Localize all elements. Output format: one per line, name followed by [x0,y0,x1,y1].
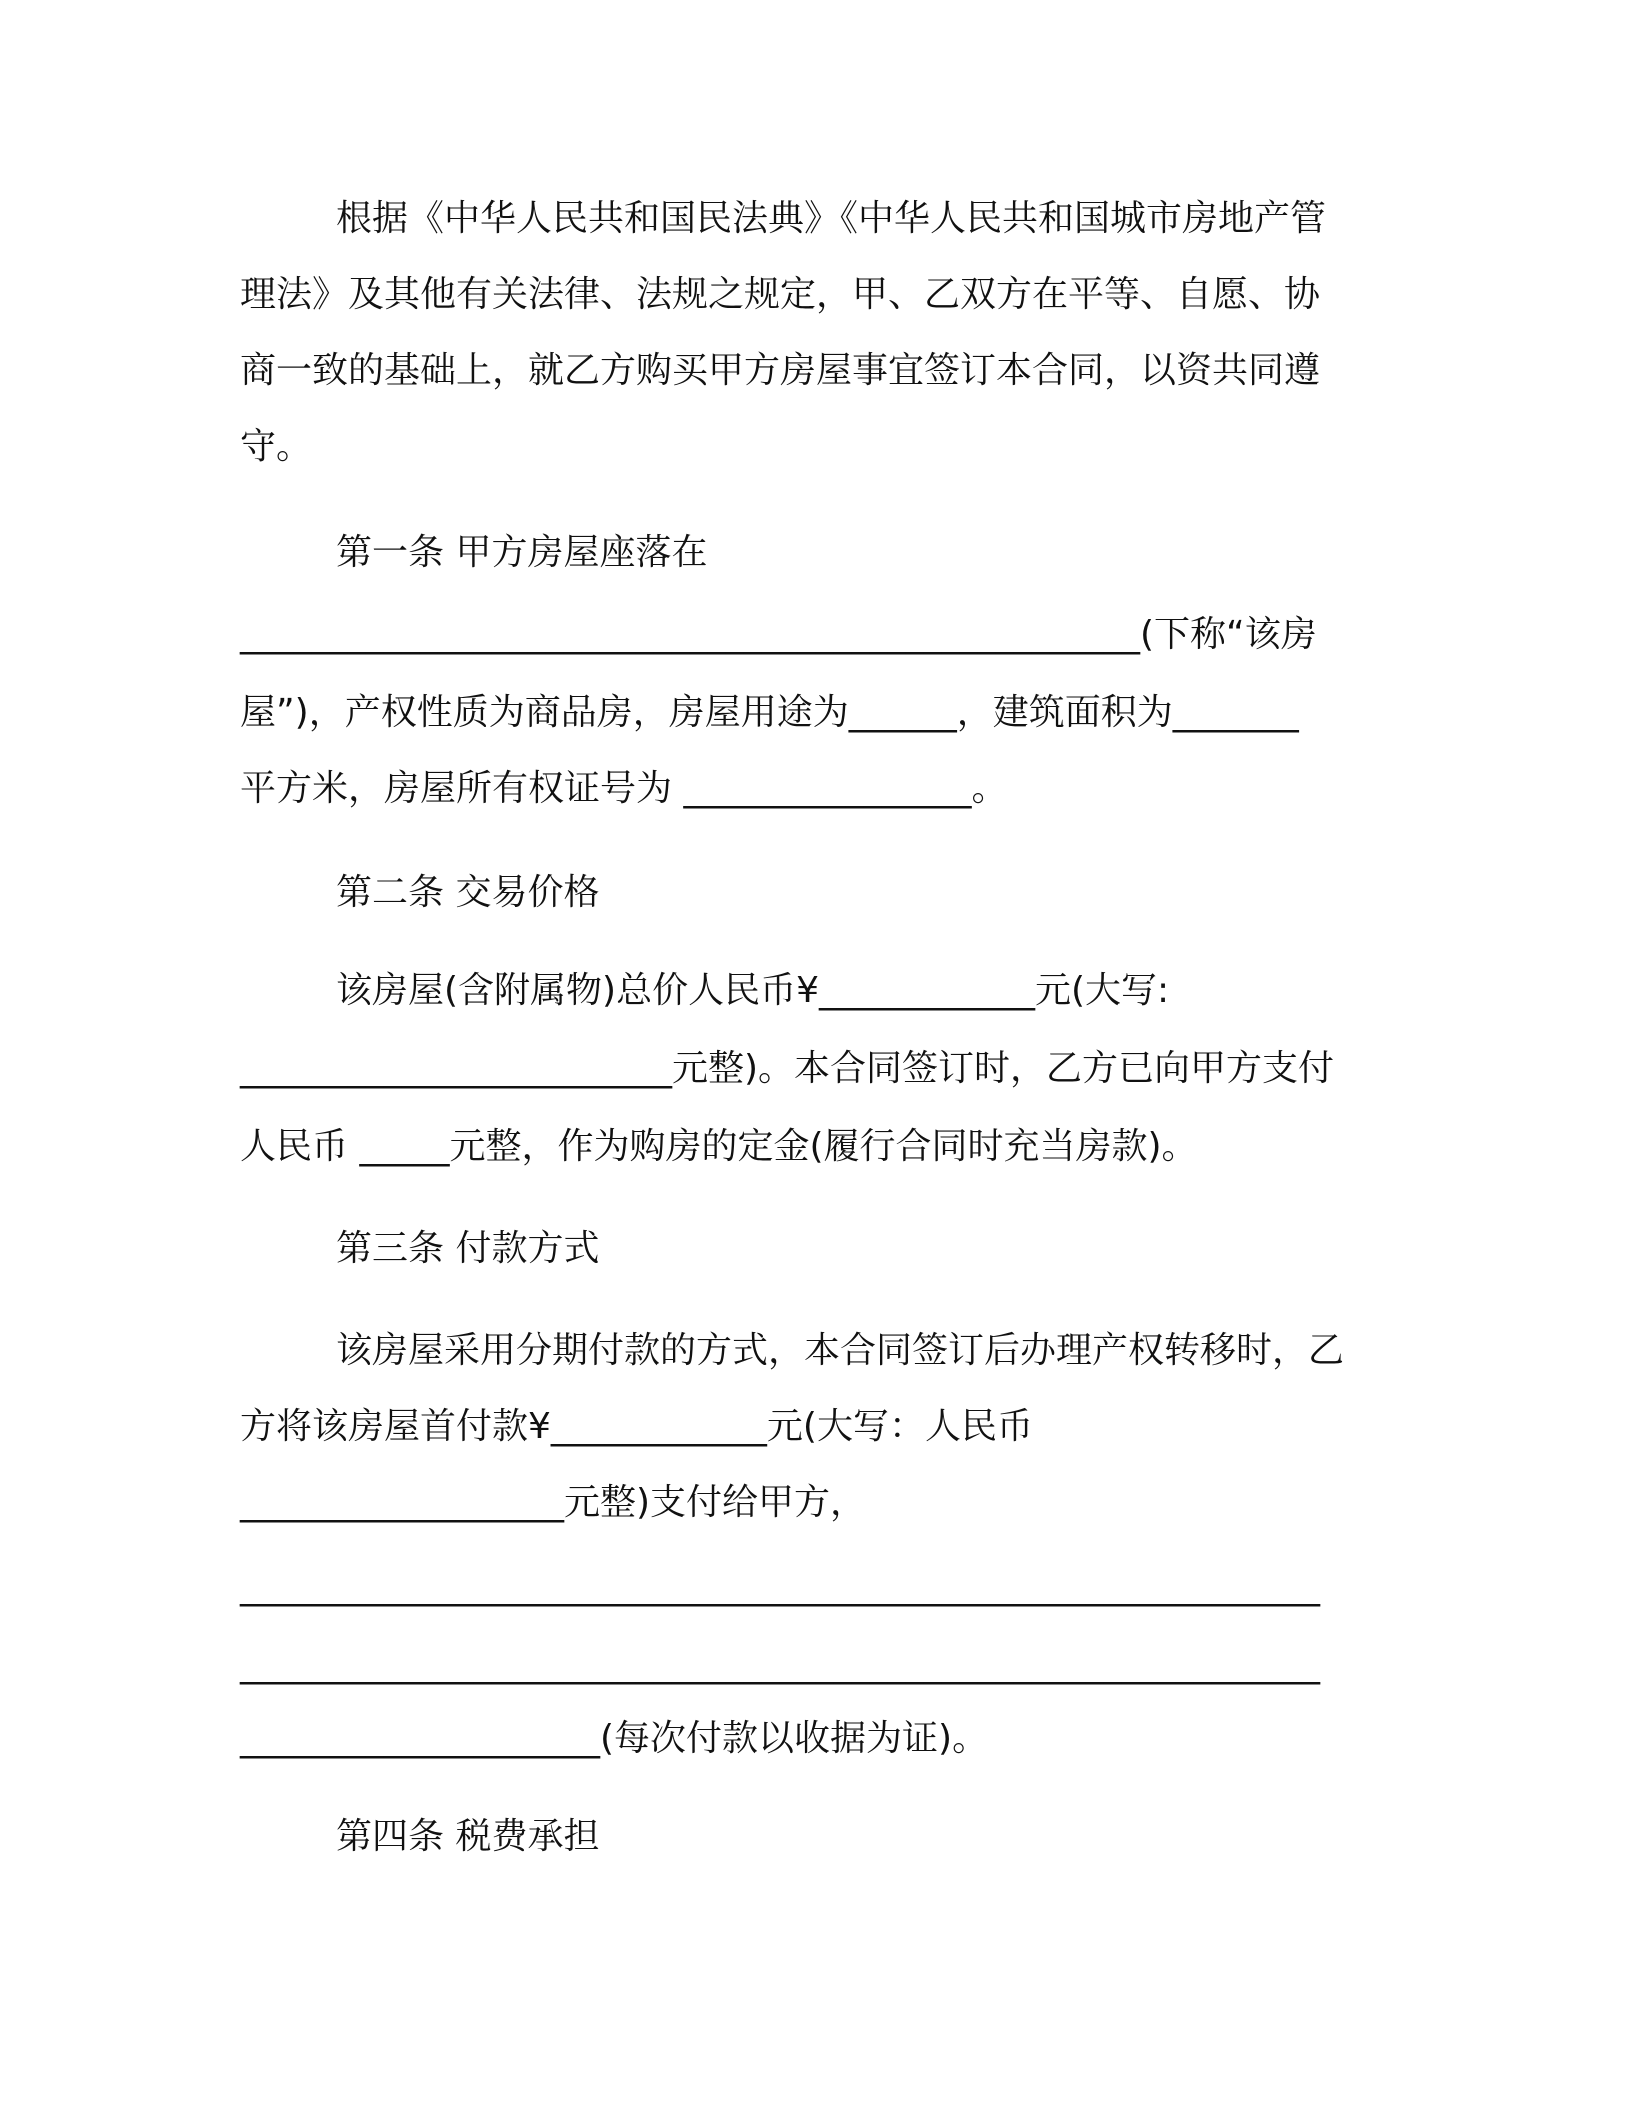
intro-line-1: 根据《中华人民共和国民法典》《中华人民共和国城市房地产管 [336,198,1327,239]
article-3-heading: 第三条 付款方式 [336,1228,600,1269]
article-3-line-2: 方将该房屋首付款¥____________元(大写：人民币 [240,1406,1033,1447]
article-2-line-3: 人民币 _____元整，作为购房的定金(履行合同时充当房款)。 [240,1126,1198,1167]
article-1-line-2: 屋”)，产权性质为商品房，房屋用途为______，建筑面积为_______ [240,692,1299,733]
intro-line-2: 理法》及其他有关法律、法规之规定，甲、乙双方在平等、自愿、协 [240,274,1321,315]
article-2-heading: 第二条 交易价格 [336,872,600,913]
article-1-line-1: __________________________________________________(下称“该房 [240,614,1317,655]
intro-line-4: 守。 [240,426,313,467]
article-1-heading: 第一条 甲方房屋座落在 [336,532,708,573]
article-3-line-4: ____________________________________________________________ [240,1566,1320,1607]
article-4-heading: 第四条 税费承担 [336,1816,600,1857]
article-2-line-1: 该房屋(含附属物)总价人民币¥____________元(大写: [336,970,1170,1011]
intro-line-3: 商一致的基础上，就乙方购买甲方房屋事宜签订本合同，以资共同遵 [240,350,1321,391]
article-3-line-5: ____________________________________________________________ [240,1644,1320,1685]
article-1-line-3: 平方米，房屋所有权证号为 ________________。 [240,768,1008,809]
article-2-line-2: ________________________元整)。本合同签订时，乙方已向甲方支付 [240,1048,1335,1089]
article-3-line-6: ____________________(每次付款以收据为证)。 [240,1718,989,1759]
article-3-line-1: 该房屋采用分期付款的方式，本合同签订后办理产权转移时，乙 [336,1330,1345,1371]
article-3-line-3: __________________元整)支付给甲方， [240,1482,867,1523]
